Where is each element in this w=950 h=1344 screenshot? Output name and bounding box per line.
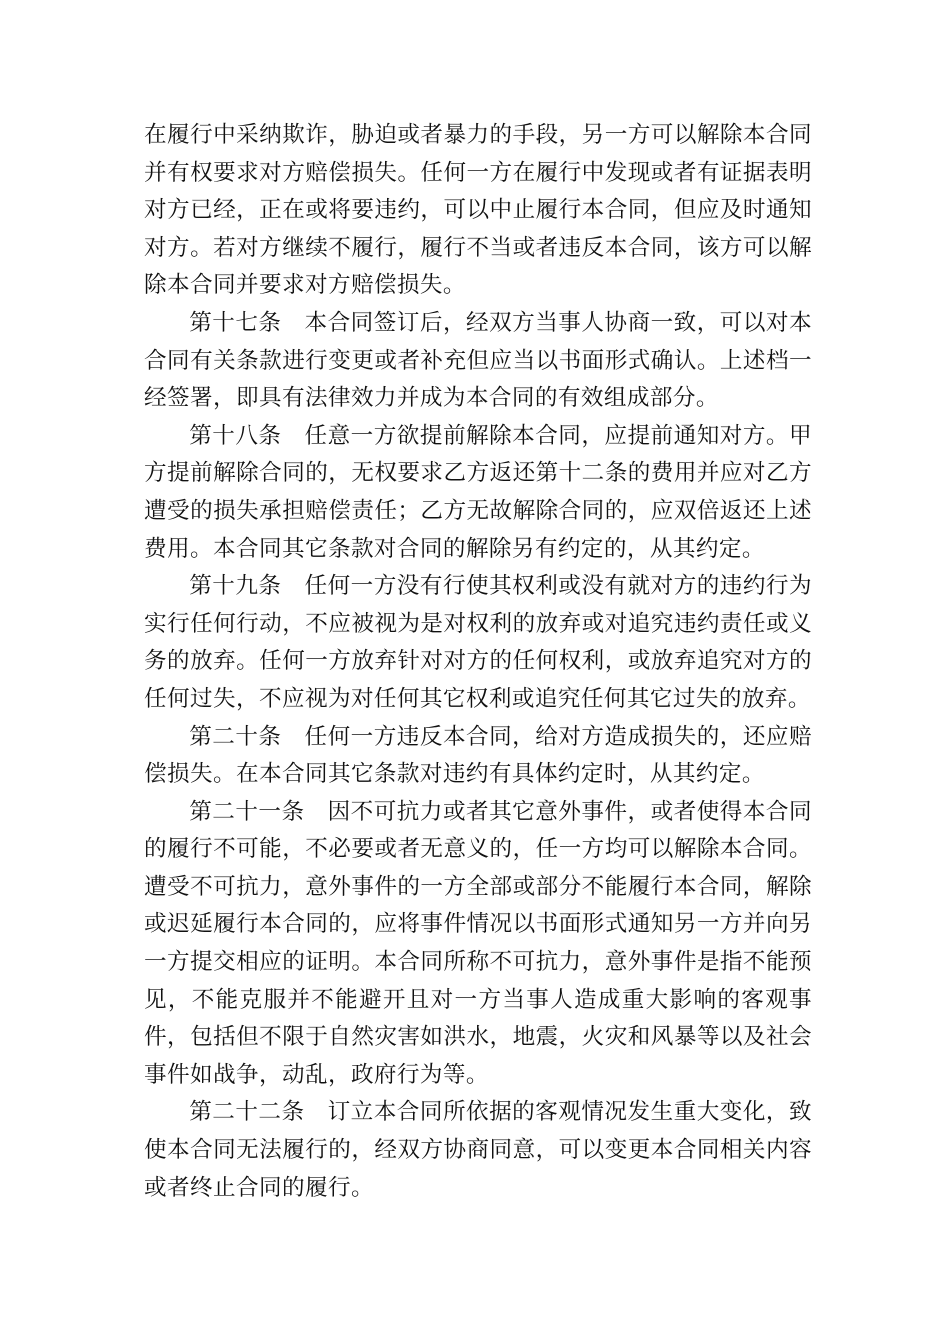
- paragraph-article-21: 第二十一条 因不可抗力或者其它意外事件，或者使得本合同的履行不可能，不必要或者无意义的，任一方均可以解除本合同。遭受不可抗力，意外事件的一方全部或部分不能履行本合同，解除或迟延履行本合同的，应将事件情况以书面形式通知另一方并向另一方提交相应的证明。本合同所称不可抗力，意外事件是指不能预见，不能克服并不能避开且对一方当事人造成重大影响的客观事件，包括但不限于自然灾害如洪水，地震，火灾和风暴等以及社会事件如战争，动乱，政府行为等。: [144, 798, 812, 1088]
- paragraph-article-19: 第十九条 任何一方没有行使其权利或没有就对方的违约行为实行任何行动，不应被视为是对权利的放弃或对追究违约责任或义务的放弃。任何一方放弃针对对方的任何权利，或放弃追究对方的任何过失，不应视为对任何其它权利或追究任何其它过失的放弃。: [144, 573, 812, 712]
- paragraph-article-20: 第二十条 任何一方违反本合同，给对方造成损失的，还应赔偿损失。在本合同其它条款对违约有具体约定时，从其约定。: [144, 723, 812, 788]
- paragraph-article-18: 第十八条 任意一方欲提前解除本合同，应提前通知对方。甲方提前解除合同的，无权要求乙方返还第十二条的费用并应对乙方遭受的损失承担赔偿责任；乙方无故解除合同的，应双倍返还上述费用。本合同其它条款对合同的解除另有约定的，从其约定。: [144, 422, 812, 562]
- contract-body: [144, 117, 812, 1207]
- paragraph-continuation: 在履行中采纳欺诈，胁迫或者暴力的手段，另一方可以解除本合同并有权要求对方赔偿损失。任何一方在履行中发现或者有证据表明对方已经，正在或将要违约，可以中止履行本合同，但应及时通知对方。若对方继续不履行，履行不当或者违反本合同，该方可以解除本合同并要求对方赔偿损失。: [144, 122, 812, 299]
- paragraph-article-17: 第十七条 本合同签订后，经双方当事人协商一致，可以对本合同有关条款进行变更或者补充但应当以书面形式确认。上述档一经签署，即具有法律效力并成为本合同的有效组成部分。: [144, 309, 812, 412]
- paragraph-article-22: 第二十二条 订立本合同所依据的客观情况发生重大变化，致使本合同无法履行的，经双方协商同意，可以变更本合同相关内容或者终止合同的履行。: [144, 1099, 812, 1201]
